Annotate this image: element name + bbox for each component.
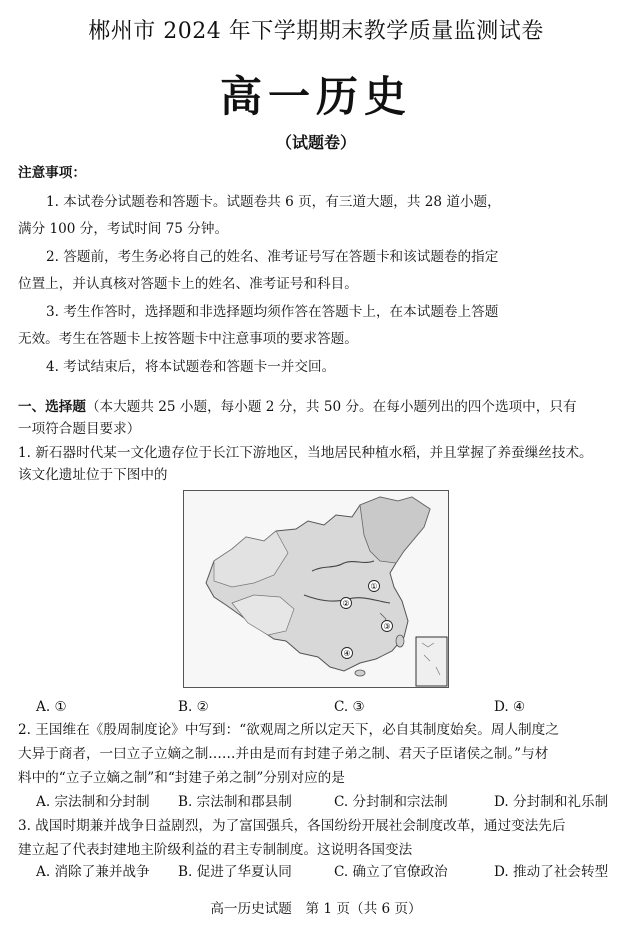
china-map-figure: [183, 490, 449, 688]
option-d: D. 推动了社会转型: [494, 864, 609, 880]
hainan-island: [355, 670, 365, 676]
section-heading: 一、选择题: [18, 399, 86, 415]
map-marker-label: ①: [370, 582, 378, 591]
question-stem: 料中的“立子立嫡之制”和“封建子弟之制”分别对应的是: [18, 770, 345, 786]
tibet-region: [232, 595, 294, 635]
notice-heading: 注意事项：: [18, 165, 86, 181]
question-stem: 该文化遗址位于下图中的: [18, 467, 168, 483]
option-b: B. ②: [178, 699, 209, 715]
section-intro: [18, 397, 616, 417]
option-a: A. ①: [36, 699, 67, 715]
notice-line: 满分 100 分，考试时间 75 分钟。: [18, 221, 229, 237]
question-stem: 建立起了代表封建地主阶级利益的君主专制制度。这说明各国变法: [18, 842, 413, 858]
option-b: B. 促进了华夏认同: [178, 864, 292, 880]
taiwan-island: [396, 635, 404, 647]
paper-type: （试题卷）: [275, 133, 356, 152]
page-footer: 高一历史试题 第 1 页（共 6 页）: [210, 901, 422, 917]
option-a: A. 宗法制和分封制: [36, 794, 150, 810]
notice-line: 1. 本试卷分试题卷和答题卡。试题卷共 6 页，有三道大题，共 28 道小题，: [46, 194, 501, 210]
question-stem: 1. 新石器时代某一文化遗存位于长江下游地区，当地居民种植水稻，并且掌握了养蚕缫丝技术。: [18, 445, 593, 461]
notice-line: 4. 考试结束后，将本试题卷和答题卡一并交回。: [46, 359, 336, 375]
section-description: （本大题共 25 小题，每小题 2 分，共 50 分。在每小题列出的四个选项中，只有: [85, 399, 577, 415]
option-c: C. ③: [334, 699, 365, 715]
exam-title: 郴州市 2024 年下学期期末教学质量监测试卷: [88, 19, 544, 44]
notice-line: 2. 答题前，考生务必将自己的姓名、准考证号写在答题卡和该试题卷的指定: [46, 249, 499, 265]
option-d: D. 分封制和礼乐制: [494, 794, 609, 810]
question-stem: 2. 王国维在《殷周制度论》中写到：“欲观周之所以定天下，必自其制度始矣。周人制度之: [18, 722, 559, 738]
question-stem: 3. 战国时期兼并战争日益剧烈，为了富国强兵，各国纷纷开展社会制度改革，通过变法先后: [18, 818, 566, 834]
notice-line: 3. 考生作答时，选择题和非选择题均须作答在答题卡上，在本试题卷上答题: [46, 304, 499, 320]
section-description-cont: 一项符合题目要求）: [18, 421, 141, 437]
option-c: C. 确立了官僚政治: [334, 864, 448, 880]
notice-line: 位置上，并认真核对答题卡上的姓名、准考证号和科目。: [18, 276, 358, 292]
map-marker-label: ④: [343, 649, 351, 658]
option-d: D. ④: [494, 699, 526, 715]
option-b: B. 宗法制和郡县制: [178, 794, 292, 810]
option-c: C. 分封制和宗法制: [334, 794, 448, 810]
map-marker-label: ②: [342, 599, 350, 608]
notice-line: 无效。考生在答题卡上按答题卡中注意事项的要求答题。: [18, 331, 358, 347]
map-marker-label: ③: [383, 622, 391, 631]
option-a: A. 消除了兼并战争: [36, 864, 150, 880]
question-stem: 大异于商者，一曰立子立嫡之制……并由是而有封建子弟之制、君天子臣诸侯之制。”与材: [18, 746, 549, 762]
china-map: [184, 491, 448, 687]
subject-title: 高一历史: [219, 72, 412, 121]
